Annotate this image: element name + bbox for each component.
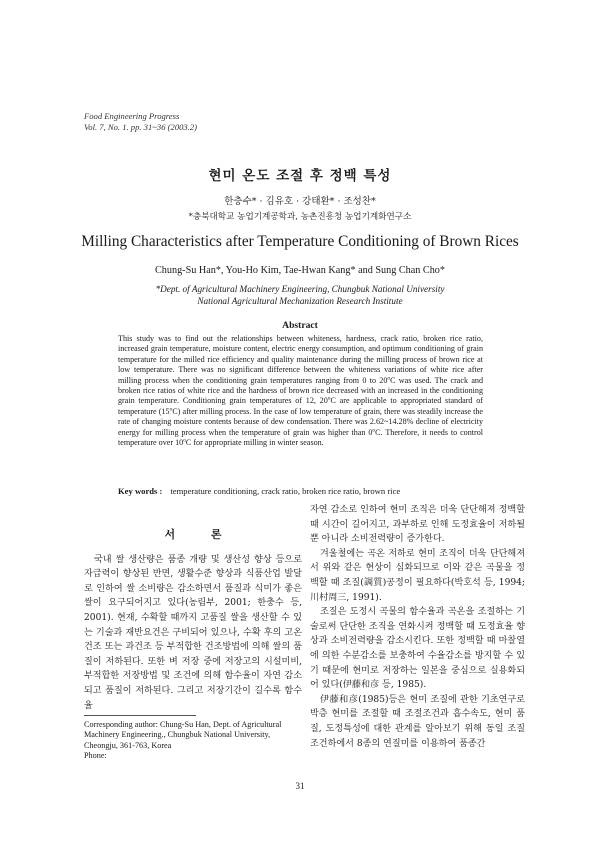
affiliation-line-1: *Dept. of Agricultural Machinery Engineering, Chungbuk National University — [155, 284, 445, 294]
abstract-body — [118, 334, 483, 448]
korean-affiliation: *충북대학교 농업기계공학과, 농촌진흥청 농업기계화연구소 — [188, 212, 412, 222]
english-title: Milling Characteristics after Temperature Conditioning of Brown Rices — [81, 233, 519, 250]
intro-paragraph: 伊藤和彦(1985)등은 현미 조질에 관한 기초연구로 박층 현미를 조절할 때 조절조건과 흡수속도, 현미 품질, 도정특성에 대한 관계를 알아보기 위해 동일 조질 조건하에서 8종의 연질미를 이용하여 품종간 — [310, 694, 525, 749]
keywords-text: temperature conditioning, crack ratio, broken rice ratio, brown rice — [170, 486, 401, 496]
english-authors: Chung-Su Han*, You-Ho Kim, Tae-Hwan Kang* and Sung Chan Cho* — [155, 265, 445, 276]
keywords — [118, 486, 498, 496]
right-column — [310, 503, 525, 751]
abstract-text: C) after milling process. In the case of low temperature of grain, there was steadily increase the rate of changing moisture contents because of dew condensation. There was 2.62~14.28% decline of electricity energy for milling process when the temperature of grain was higher than 0 — [118, 406, 483, 437]
intro-paragraph: 조질은 도정시 곡물의 함수율과 곡온을 조절하는 기술로써 단단한 조직을 연화시켜 정백할 때 도정효율 향상과 소비전력량을 감소시킨다. 또한 정백할 때 마찰열에 의한 수분감소를 보충하여 수율감소를 방지할 수 있기 때문에 현미로 저장하는 일본을 중심으로 실용화되어 있다(伊藤和彦 등, 1985). — [310, 607, 525, 691]
abstract-text: C are applicable to appropriated standard of temperature (15 — [118, 396, 483, 416]
affiliation-line-2: National Agricultural Mechanization Research Institute — [197, 296, 403, 306]
degree-sign: o — [183, 437, 186, 444]
intro-heading: 서 론 — [164, 528, 238, 541]
corresponding-author: Corresponding author: Chung-Su Han, Dept. of Agricultural Machinery Engineering., Chungbuk National University, Cheongju, 361-763, Korea — [84, 720, 282, 750]
journal-header — [84, 111, 197, 133]
degree-sign: o — [387, 374, 391, 381]
journal-citation: Vol. 7, No. 1. pp. 31~36 (2003.2) — [84, 122, 198, 132]
intro-paragraph-continued: 자연 감소로 인하여 현미 조직은 더욱 단단해져 정백할 때 시간이 길어지고, 과부하로 인해 도정효율이 저하될 뿐 아니라 소비전력량이 증가한다. — [310, 505, 525, 545]
degree-sign: o — [372, 426, 376, 433]
degree-sign: o — [327, 395, 331, 402]
abstract-text: C for appropriate milling in winter season. — [185, 438, 324, 448]
footnote-divider — [84, 715, 196, 716]
left-column — [84, 528, 302, 713]
keywords-label: Key words : — [118, 486, 163, 496]
journal-name: Food Engineering Progress — [84, 111, 180, 121]
abstract-heading: Abstract — [282, 320, 318, 331]
page-number: 31 — [295, 781, 305, 791]
abstract-text: This study was to find out the relationships between whiteness, hardness, crack ratio, broken rice ratio, increased grain temperature, moisture content, electric energy consumption, and optimum conditioning of grain temperature for the milled rice efficiency and quality maintenance during the milling process of brown rice at low temperature. There was no significant difference between the whiteness variations of white rice after milling process when the conditioning grain temperatures ranging from 0 to 20 — [118, 334, 483, 385]
degree-sign: o — [169, 406, 173, 413]
korean-authors: 한충수* · 김유호 · 강태환* · 조성찬* — [224, 196, 376, 207]
footnote — [84, 720, 302, 762]
intro-paragraph: 겨울철에는 곡온 저하로 현미 조직이 더욱 단단해져서 위와 같은 현상이 심화되므로 이와 같은 곡물을 정백할 때 조질(調質)공정이 필요하다(박호석 등, 1994; 川村周三, 1991). — [310, 548, 525, 603]
intro-paragraph: 국내 쌀 생산량은 품종 개량 및 생산성 향상 등으로 자급력이 향상된 반면, 생활수준 향상과 식품산업 발달로 인하여 쌀 소비량은 감소하면서 품질과 식미가 좋은 쌀이 요구되어지고 있다(농림부, 2001; 한충수 등, 2001). 현재, 수확할 때까지 고품질 쌀을 생산할 수 있는 기술과 재반요건은 구비되어 있으나, 수확 후의 고온건조 또는 과건조 등 부적합한 건조방법에 의해 쌀의 품질이 저하된다. 또한 벼 저장 중에 저장고의 시설미비, 부적합한 저장방법 및 조건에 의해 함수율이 자연 감소되고 품질이 저하된다. 그리고 저장기간이 길수록 함수율 — [84, 554, 302, 711]
abstract-text: C. Therefore, it needs to control temperature over 10 — [118, 427, 484, 448]
phone-line: Phone: — [84, 751, 107, 761]
english-affiliation — [0, 283, 600, 307]
abstract-text: C was used. The crack and broken rice ratios of white rice and the hardness of brown rice decreased with an increased in the conditioning grain temperature. Conditioning grain temperatures of 12, 20 — [118, 375, 483, 406]
korean-title: 현미 온도 조절 후 정백 특성 — [208, 168, 392, 184]
